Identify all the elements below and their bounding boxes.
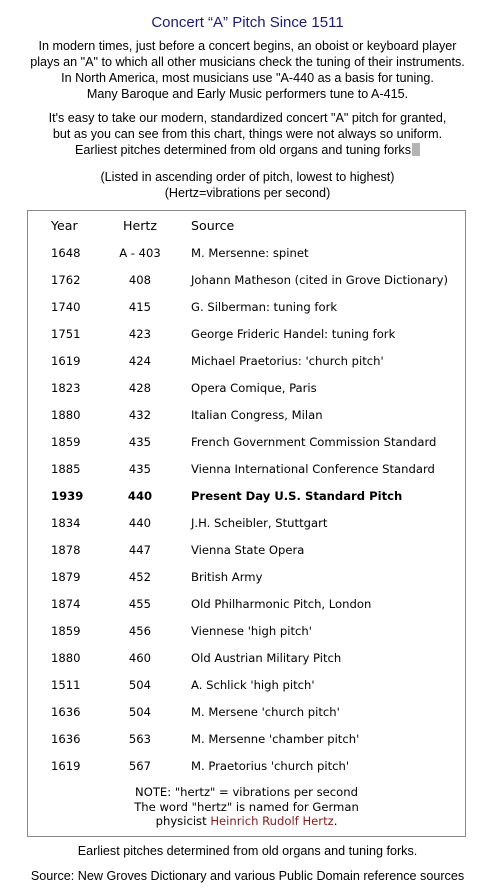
table-row <box>28 730 465 748</box>
cell-source: Present Day U.S. Standard Pitch <box>191 489 403 503</box>
cell-hertz: 435 <box>128 462 152 476</box>
cell-year: 1880 <box>51 408 81 422</box>
table-row <box>28 244 465 262</box>
page-title: Concert “A” Pitch Since 1511 <box>151 14 344 31</box>
cell-hertz: 415 <box>128 300 152 314</box>
cell-year: 1874 <box>51 597 81 611</box>
cell-year: 1879 <box>51 570 81 584</box>
cell-hertz: 435 <box>128 435 152 449</box>
cell-year: 1762 <box>51 273 81 287</box>
intro-line: plays an "A" to which all other musicians check the tuning of their instruments. <box>30 55 465 69</box>
cell-hertz: 567 <box>128 759 152 773</box>
table-row <box>28 757 465 775</box>
cell-hertz: 424 <box>128 354 152 368</box>
cell-hertz: 456 <box>128 624 152 638</box>
cell-source: M. Mersenne 'chamber pitch' <box>191 732 360 746</box>
cell-year: 1648 <box>51 246 81 260</box>
cell-source: Old Austrian Military Pitch <box>191 651 342 665</box>
cell-source: G. Silberman: tuning fork <box>191 300 338 314</box>
cell-hertz: 423 <box>128 327 152 341</box>
table-row <box>28 541 465 559</box>
hertz-link[interactable]: Heinrich Rudolf Hertz <box>210 814 334 828</box>
footer-source: Source: New Groves Dictionary and various Public Domain reference sources <box>30 869 465 883</box>
note-line <box>28 814 465 829</box>
cell-year: 1939 <box>51 489 84 503</box>
cell-year: 1823 <box>51 381 81 395</box>
table-row <box>28 352 465 370</box>
cell-hertz: 428 <box>128 381 152 395</box>
table-row <box>28 325 465 343</box>
history-line-text: Earliest pitches determined from old organs and tuning forks <box>74 143 411 157</box>
table-row <box>28 433 465 451</box>
history-line <box>0 142 495 158</box>
cell-year: 1619 <box>51 759 81 773</box>
table-row <box>28 703 465 721</box>
cell-year: 1636 <box>51 732 81 746</box>
cell-source: Opera Comique, Paris <box>191 381 317 395</box>
cell-year: 1885 <box>51 462 81 476</box>
table-row <box>28 487 465 505</box>
table-row <box>28 595 465 613</box>
history-line: It's easy to take our modern, standardized concert "A" pitch for granted, <box>48 111 447 125</box>
cell-year: 1859 <box>51 624 81 638</box>
intro-line: In North America, most musicians use "A-440 as a basis for tuning. <box>61 71 434 85</box>
table-row <box>28 568 465 586</box>
cell-source: M. Mersenne: spinet <box>191 246 309 260</box>
table-row <box>28 514 465 532</box>
table-row <box>28 460 465 478</box>
table-header-row <box>28 217 465 235</box>
cell-source: Viennese 'high pitch' <box>191 624 312 638</box>
intro-paragraph <box>0 38 495 102</box>
cell-year: 1751 <box>51 327 81 341</box>
intro-line: Many Baroque and Early Music performers tune to A-415. <box>86 87 409 101</box>
note-line: NOTE: "hertz" = vibrations per second <box>135 785 358 799</box>
cell-source: Johann Matheson (cited in Grove Dictionary) <box>191 273 448 287</box>
cell-hertz: 440 <box>128 516 152 530</box>
cell-hertz: 460 <box>128 651 152 665</box>
history-paragraph <box>0 110 495 158</box>
table-row <box>28 271 465 289</box>
cell-year: 1619 <box>51 354 81 368</box>
header-year: Year <box>51 218 78 233</box>
cell-source: Old Philharmonic Pitch, London <box>191 597 372 611</box>
table-row <box>28 676 465 694</box>
cell-hertz: A - 403 <box>119 246 161 260</box>
cell-source: J.H. Scheibler, Stuttgart <box>191 516 328 530</box>
cell-source: French Government Commission Standard <box>191 435 437 449</box>
pitch-table <box>27 210 466 837</box>
listing-note <box>0 169 495 201</box>
cell-hertz: 563 <box>128 732 152 746</box>
history-line: but as you can see from this chart, things were not always so uniform. <box>52 127 443 141</box>
listing-note-line: (Hertz=vibrations per second) <box>164 186 331 200</box>
cell-hertz: 455 <box>128 597 152 611</box>
cell-source: George Frideric Handel: tuning fork <box>191 327 396 341</box>
footer-note: Earliest pitches determined from old organs and tuning forks. <box>77 844 418 858</box>
cell-hertz: 432 <box>128 408 152 422</box>
cell-year: 1834 <box>51 516 81 530</box>
cell-year: 1511 <box>51 678 81 692</box>
cell-source: M. Praetorius 'church pitch' <box>191 759 350 773</box>
note-line: The word "hertz" is named for German <box>134 799 359 814</box>
cell-hertz: 408 <box>128 273 152 287</box>
note-suffix: . <box>333 814 338 828</box>
cell-source: M. Mersene 'church pitch' <box>191 705 340 719</box>
cell-year: 1859 <box>51 435 81 449</box>
table-row <box>28 379 465 397</box>
cell-source: Italian Congress, Milan <box>191 408 323 422</box>
cell-source: Vienna State Opera <box>191 543 305 557</box>
cell-hertz: 504 <box>128 678 152 692</box>
cell-hertz: 447 <box>128 543 152 557</box>
table-row <box>28 406 465 424</box>
cell-source: British Army <box>191 570 263 584</box>
note-prefix: physicist <box>155 814 211 828</box>
cell-year: 1878 <box>51 543 81 557</box>
listing-note-line: (Listed in ascending order of pitch, lowest to highest) <box>100 170 395 184</box>
cell-hertz: 504 <box>128 705 152 719</box>
cell-hertz: 452 <box>128 570 152 584</box>
intro-line: In modern times, just before a concert begins, an oboist or keyboard player <box>38 39 457 53</box>
cell-year: 1880 <box>51 651 81 665</box>
table-row <box>28 622 465 640</box>
cell-year: 1740 <box>51 300 81 314</box>
text-cursor-icon <box>412 143 420 156</box>
cell-year: 1636 <box>51 705 81 719</box>
cell-source: A. Schlick 'high pitch' <box>191 678 315 692</box>
header-source: Source <box>191 218 235 233</box>
table-row <box>28 298 465 316</box>
cell-hertz: 440 <box>127 489 153 503</box>
cell-source: Vienna International Conference Standard <box>191 462 435 476</box>
cell-source: Michael Praetorius: 'church pitch' <box>191 354 384 368</box>
header-hertz: Hertz <box>123 218 157 233</box>
hertz-note <box>28 785 465 829</box>
table-row <box>28 649 465 667</box>
